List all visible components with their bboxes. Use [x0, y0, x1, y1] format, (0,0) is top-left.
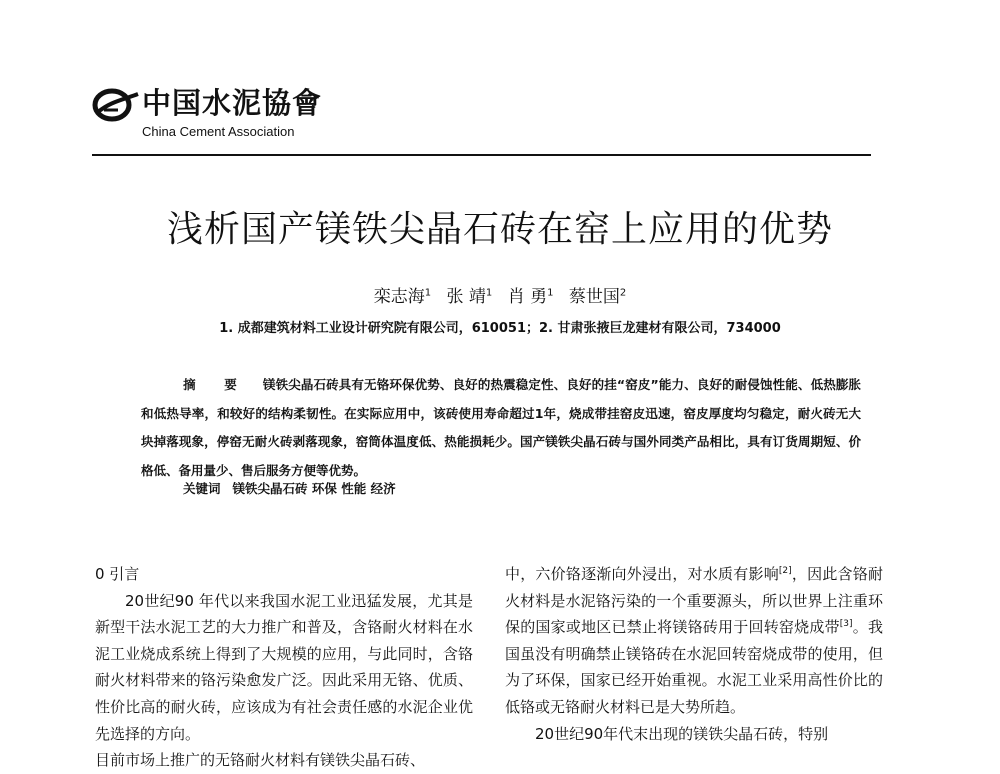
body-column-left	[95, 561, 473, 774]
author-affiliation-mark: 1	[547, 287, 554, 298]
logo-text-chinese: 中国水泥協會	[142, 86, 323, 120]
section-heading: 0 引言	[95, 565, 140, 583]
author-affiliation-mark: 1	[485, 287, 493, 298]
author-name: 张 靖	[446, 286, 486, 307]
citation-ref[interactable]: [2]	[778, 566, 792, 576]
body-paragraph: 20世纪90年代末出现的镁铁尖晶石砖，特别	[535, 724, 829, 743]
body-paragraph: 20世纪90 年代以来我国水泥工业迅猛发展，尤其是新型干法水泥工艺的大力推广和普及，含铬耐火材料在水泥工业烧成系统上得到了大规模的应用，与此同时，含铬耐火材料带来的铬污染愈发广泛。因此采用无铬、优质、性价比高的耐火砖，应该成为有社会责任感的水泥企业优先选择的方向。	[95, 591, 473, 743]
keywords-text: 镁铁尖晶石砖 环保 性能 经济	[232, 481, 396, 496]
abstract-label: 摘 要	[183, 377, 249, 392]
affiliations: 1. 成都建筑材料工业设计研究院有限公司，610051；2. 甘肃张掖巨龙建材有限公司，734000	[219, 321, 781, 336]
body-paragraph: 目前市场上推广的无铬耐火材料有镁铁尖晶石砖、	[95, 751, 426, 770]
author	[508, 287, 554, 307]
association-logo	[92, 84, 392, 146]
author	[569, 287, 626, 307]
author-affiliation-mark: 1	[424, 287, 432, 298]
body-column-right	[505, 561, 883, 747]
author-affiliation-mark: 2	[619, 287, 627, 298]
abstract-text: 镁铁尖晶石砖具有无铬环保优势、良好的热震稳定性、良好的挂“窑皮”能力、良好的耐侵蚀性能、低热膨胀和低热导率，和较好的结构柔韧性。在实际应用中，该砖使用寿命超过1年，烧成带挂窑皮迅速，窑皮厚度均匀稳定，耐火砖无大块掉落现象，停窑无耐火砖剥落现象，窑筒体温度低、热能损耗少。国产镁铁尖晶石砖与国外同类产品相比，具有订货周期短、价格低、备用量少、售后服务方便等优势。	[141, 377, 861, 478]
logo-text-english: China Cement Association	[142, 124, 295, 139]
author-name: 蔡世国	[568, 286, 620, 307]
author-name: 肖 勇	[507, 286, 548, 307]
author-name: 栾志海	[373, 286, 425, 307]
keywords-label: 关键词	[183, 481, 221, 496]
author	[374, 287, 431, 307]
body-paragraph: 中，六价铬逐渐向外浸出，对水质有影响[2]，因此含铬耐火材料是水泥铬污染的一个重要源头，所以世界上注重环保的国家或地区已禁止将镁铬砖用于回转窑烧成带[3]。我国虽没有明确禁止镁铬砖在水泥回转窑烧成带的使用，但为了环保，国家已经开始重视。水泥工业采用高性价比的低铬或无铬耐火材料已是大势所趋。	[505, 565, 883, 716]
author	[447, 287, 493, 307]
keywords	[183, 477, 396, 501]
header-divider	[92, 154, 871, 156]
paper-title: 浅析国产镁铁尖晶石砖在窑上应用的优势	[166, 209, 833, 250]
china-cement-association-logo-icon	[92, 88, 140, 122]
author-list	[0, 281, 1000, 309]
citation-ref[interactable]: [3]	[839, 619, 853, 630]
abstract	[141, 371, 861, 485]
